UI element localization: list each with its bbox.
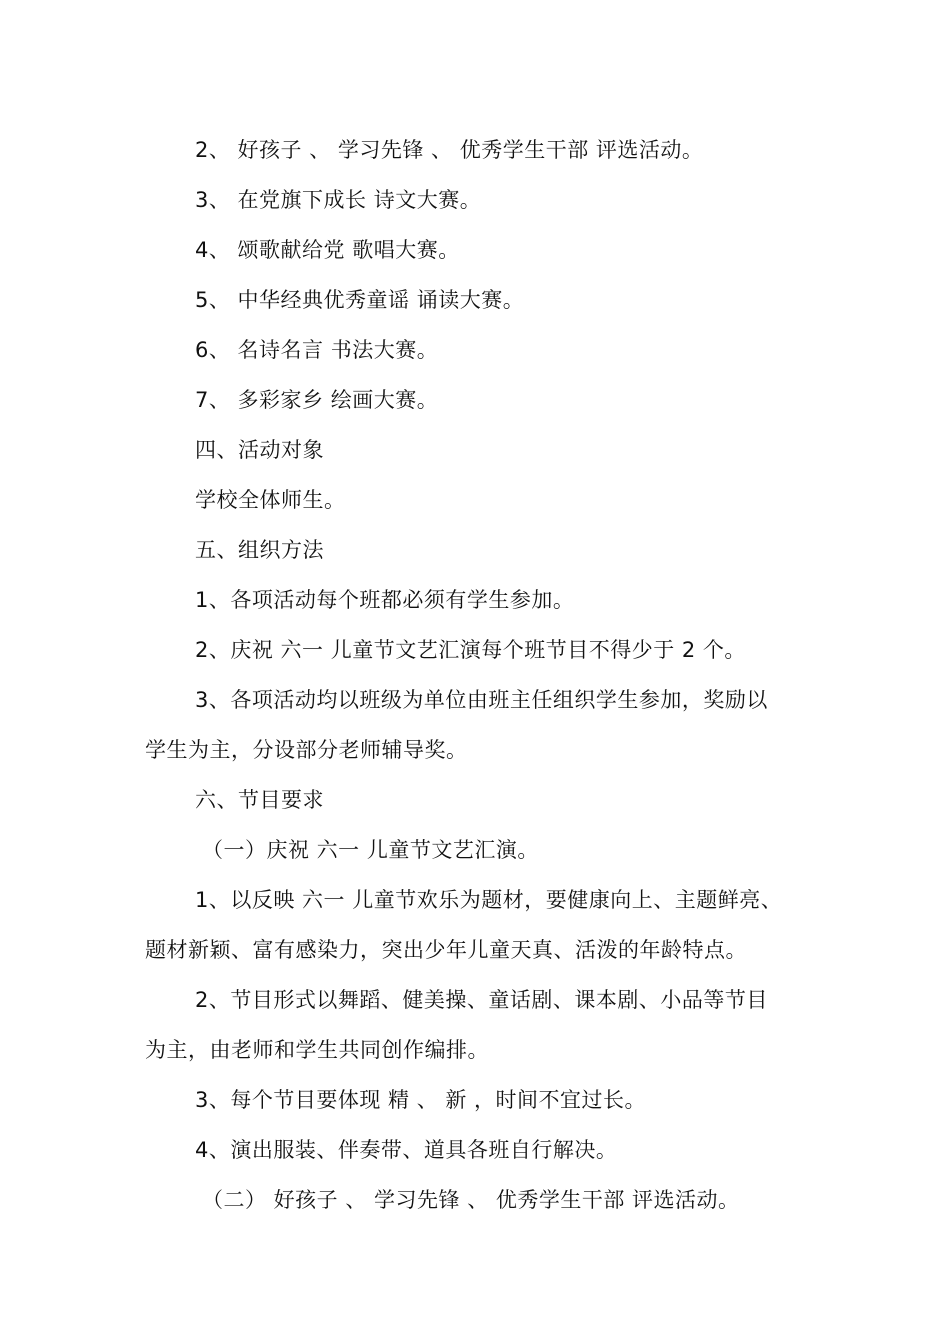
section-heading-participants: 四、活动对象 — [195, 438, 324, 462]
subheading-selection: （二） 好孩子 、 学习先锋 、 优秀学生干部 评选活动。 — [202, 1188, 740, 1212]
section-heading-program-requirements: 六、节目要求 — [195, 788, 324, 812]
text-line-participants: 学校全体师生。 — [195, 488, 346, 512]
text-line-requirement-4: 4、演出服装、伴奏带、道具各班自行解决。 — [195, 1138, 618, 1162]
text-line-organization-3: 3、各项活动均以班级为单位由班主任组织学生参加，奖励以 — [195, 688, 768, 712]
text-line-activity-3: 3、 在党旗下成长 诗文大赛。 — [195, 188, 482, 212]
text-line-requirement-2-cont: 为主，由老师和学生共同创作编排。 — [145, 1038, 489, 1062]
text-line-requirement-1: 1、以反映 六一 儿童节欢乐为题材，要健康向上、主题鲜亮、 — [195, 888, 783, 912]
text-line-activity-5: 5、 中华经典优秀童谣 诵读大赛。 — [195, 288, 525, 312]
text-line-organization-3-cont: 学生为主，分设部分老师辅导奖。 — [145, 738, 468, 762]
text-line-requirement-3: 3、每个节目要体现 精 、 新 ，时间不宜过长。 — [195, 1088, 647, 1112]
text-line-activity-2: 2、 好孩子 、 学习先锋 、 优秀学生干部 评选活动。 — [195, 138, 704, 162]
text-line-activity-4: 4、 颂歌献给党 歌唱大赛。 — [195, 238, 460, 262]
text-line-organization-2: 2、庆祝 六一 儿童节文艺汇演每个班节目不得少于 2 个。 — [195, 638, 746, 662]
text-line-activity-6: 6、 名诗名言 书法大赛。 — [195, 338, 439, 362]
text-line-organization-1: 1、各项活动每个班都必须有学生参加。 — [195, 588, 575, 612]
text-line-activity-7: 7、 多彩家乡 绘画大赛。 — [195, 388, 439, 412]
text-line-requirement-2: 2、节目形式以舞蹈、健美操、童话剧、课本剧、小品等节目 — [195, 988, 768, 1012]
subheading-performance: （一）庆祝 六一 儿童节文艺汇演。 — [202, 838, 539, 862]
text-line-requirement-1-cont: 题材新颖、富有感染力，突出少年儿童天真、活泼的年龄特点。 — [145, 938, 747, 962]
section-heading-organization: 五、组织方法 — [195, 538, 324, 562]
